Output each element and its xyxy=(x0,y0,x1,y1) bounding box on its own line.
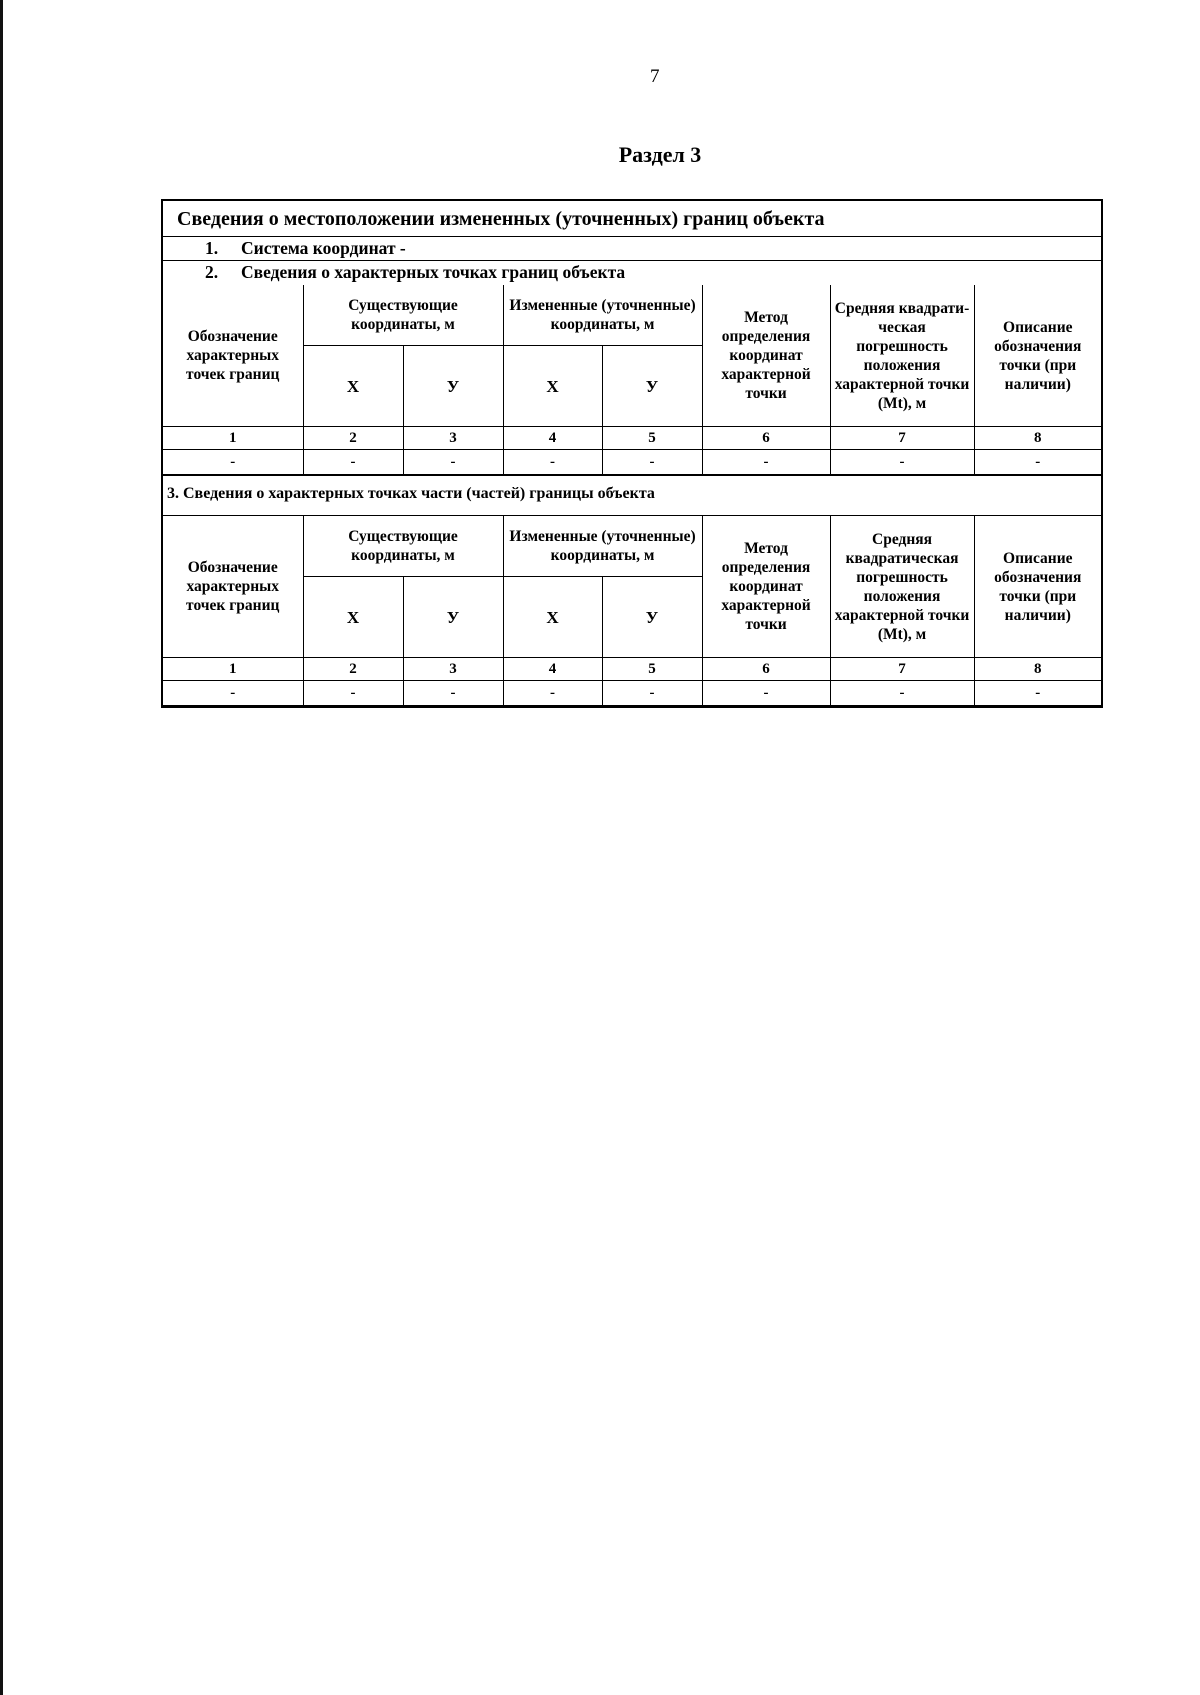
col-existing-x: Х xyxy=(303,346,403,427)
table-cell: - xyxy=(163,450,303,475)
subsection-3-title: 3. Сведения о характерных точках части (частей) границы объекта xyxy=(163,475,1101,515)
boundary-points-table xyxy=(163,285,1101,475)
table-cell: - xyxy=(403,681,503,706)
col-existing-header: Существующие координаты, м xyxy=(303,516,503,577)
item-coordinate-system xyxy=(163,237,1101,261)
column-number: 7 xyxy=(830,427,974,450)
table-cell: - xyxy=(163,681,303,706)
table-cell: - xyxy=(974,681,1101,706)
col-existing-y: У xyxy=(403,346,503,427)
table-cell: - xyxy=(702,450,830,475)
column-number: 8 xyxy=(974,427,1101,450)
column-number: 3 xyxy=(403,427,503,450)
col-changed-y: У xyxy=(602,346,702,427)
column-number: 6 xyxy=(702,658,830,681)
col-existing-header: Существующие координаты, м xyxy=(303,285,503,346)
column-number: 2 xyxy=(303,427,403,450)
page-number: 7 xyxy=(650,66,660,87)
item-text: Сведения о характерных точках границ объекта xyxy=(241,262,626,282)
column-number: 3 xyxy=(403,658,503,681)
column-number: 5 xyxy=(602,427,702,450)
table-row xyxy=(163,681,1101,706)
table-cell: - xyxy=(830,450,974,475)
main-heading: Сведения о местоположении измененных (уточненных) границ объекта xyxy=(163,201,1101,237)
table-cell: - xyxy=(503,450,602,475)
col-designation-header: Обозначение характерных точек границ xyxy=(163,285,303,427)
column-numbers-row xyxy=(163,658,1101,681)
table-row xyxy=(163,450,1101,475)
item-text: Система координат - xyxy=(241,238,406,258)
boundary-part-points-table xyxy=(163,515,1101,706)
scan-edge xyxy=(0,0,3,1695)
col-designation-header: Обозначение характерных точек границ xyxy=(163,516,303,658)
col-changed-header: Измененные (уточненные) координаты, м xyxy=(503,516,702,577)
column-number: 8 xyxy=(974,658,1101,681)
col-method-header: Метод определения координат характерной точки xyxy=(702,516,830,658)
col-error-header: Средняя квадрати-ческая погрешность положения характерной точки (Mt), м xyxy=(830,285,974,427)
table-cell: - xyxy=(602,681,702,706)
section-frame xyxy=(161,199,1103,708)
section-title: Раздел 3 xyxy=(618,142,702,167)
col-description-header: Описание обозначения точки (при наличии) xyxy=(974,285,1101,427)
col-changed-header: Измененные (уточненные) координаты, м xyxy=(503,285,702,346)
table-cell: - xyxy=(974,450,1101,475)
table-cell: - xyxy=(702,681,830,706)
table-cell: - xyxy=(303,450,403,475)
col-existing-x: Х xyxy=(303,577,403,658)
table-cell: - xyxy=(602,450,702,475)
column-number: 2 xyxy=(303,658,403,681)
column-number: 7 xyxy=(830,658,974,681)
column-numbers-row xyxy=(163,427,1101,450)
table-cell: - xyxy=(830,681,974,706)
col-changed-y: У xyxy=(602,577,702,658)
col-changed-x: Х xyxy=(503,346,602,427)
table-cell: - xyxy=(303,681,403,706)
col-method-header: Метод определения координат характерной точки xyxy=(702,285,830,427)
column-number: 1 xyxy=(163,427,303,450)
item-boundary-points xyxy=(163,261,1101,285)
item-number: 1. xyxy=(205,238,219,258)
item-number: 2. xyxy=(205,262,219,282)
col-changed-x: Х xyxy=(503,577,602,658)
col-description-header: Описание обозначения точки (при наличии) xyxy=(974,516,1101,658)
column-number: 5 xyxy=(602,658,702,681)
column-number: 4 xyxy=(503,427,602,450)
col-existing-y: У xyxy=(403,577,503,658)
column-number: 1 xyxy=(163,658,303,681)
column-number: 4 xyxy=(503,658,602,681)
column-number: 6 xyxy=(702,427,830,450)
table-cell: - xyxy=(503,681,602,706)
col-error-header: Средняя квадратическая погрешность положения характерной точки (Mt), м xyxy=(830,516,974,658)
table-cell: - xyxy=(403,450,503,475)
